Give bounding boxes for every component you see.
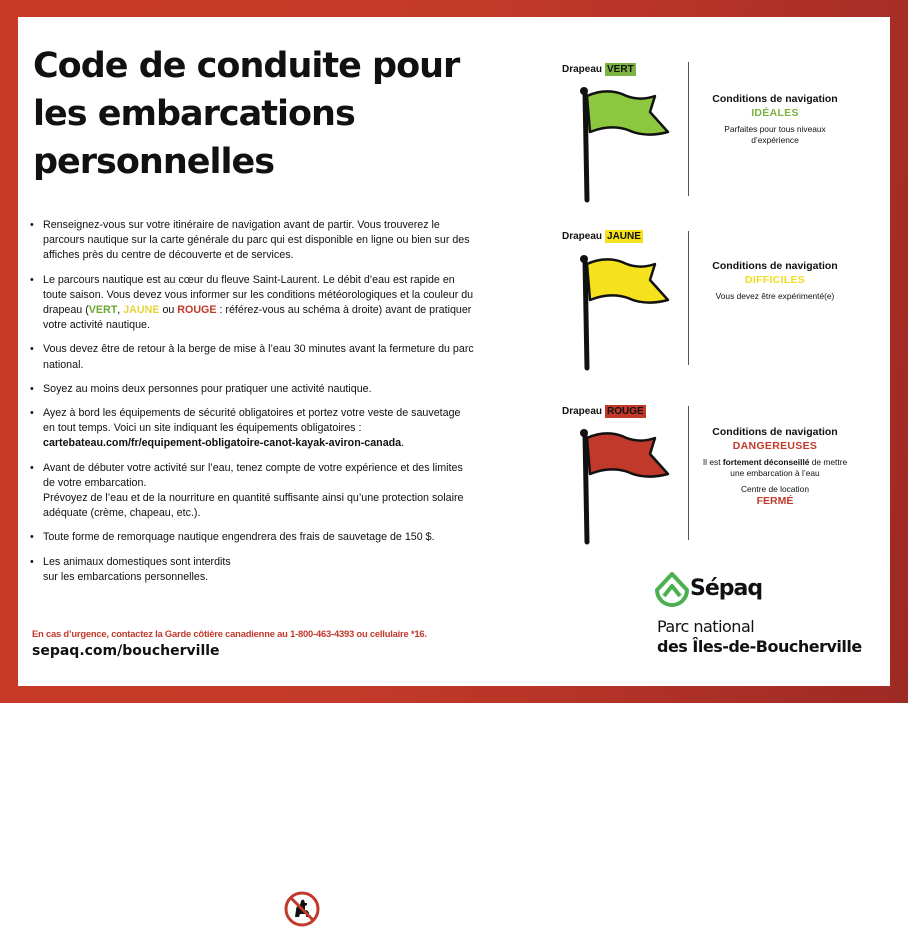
equipment-link[interactable]: cartebateau.com/fr/equipement-obligatoire-canot-kayak-aviron-canada [43,437,402,450]
status-badge: IDÉALES [751,107,799,119]
divider [688,62,689,196]
flag-word-vert: VERT [88,304,118,317]
status-badge: DIFFICILES [744,274,806,286]
brand-name: Sépaq [690,576,763,601]
conditions-jaune: Conditions de navigation DIFFICILES Vous devez être expérimenté(e) [700,260,850,302]
rental-status: FERMÉ [756,495,794,507]
flag-label-jaune: Drapeau JAUNE [562,231,641,242]
flag-label-rouge: Drapeau ROUGE [562,406,644,417]
list-item: • Soyez au moins deux personnes pour pratiquer une activité nautique. [30,382,475,397]
flag-label-vert: Drapeau VERT [562,64,634,75]
website-link[interactable]: sepaq.com/boucherville [32,643,220,659]
conditions-rouge: Conditions de navigation DANGEREUSES Il est fortement déconseillé de mettre une embarcation à l’eau Centre de location FERMÉ [700,426,850,507]
green-flag-icon [560,82,680,207]
divider [688,406,689,540]
flag-word-rouge: ROUGE [177,304,217,317]
list-item: • Toute forme de remorquage nautique engendrera des frais de sauvetage de 150 $. [30,530,475,545]
list-item: • Avant de débuter votre activité sur l’eau, tenez compte de votre expérience et des limites de votre embarcation. Prévoyez de l’eau et de la nourriture en quantité suffisante ainsi qu’une protection solaire adéquate (crème, chapeau, etc.). [30,461,475,522]
park-name-line2: des Îles-de-Boucherville [657,637,862,656]
status-badge: DANGEREUSES [732,440,818,452]
list-item: • Le parcours nautique est au cœur du fleuve Saint-Laurent. Le débit d’eau est rapide en toute saison. Vous devez vous informer sur les conditions météorologiques et la couleur du drapeau (VERT, JAUNE ou ROUGE : référez-vous au schéma à droite) avant de pratiquer votre activité nautique. [30,273,475,334]
park-name-line1: Parc national [657,617,755,636]
sepaq-mountain-icon [655,572,689,608]
no-pets-icon [283,890,321,928]
flag-word-jaune: JAUNE [123,304,160,317]
page-title: Code de conduite pour les embarcations personnelles [33,46,460,182]
conditions-vert: Conditions de navigation IDÉALES Parfaites pour tous niveaux d’expérience [700,93,850,146]
yellow-flag-icon [560,250,680,375]
list-item: • Renseignez-vous sur votre itinéraire de navigation avant de partir. Vous trouverez le parcours nautique sur la carte générale du parc qui est disponible en ligne ou bien sur des affiches près du centre de découverte et de services. [30,218,475,264]
list-item: • Les animaux domestiques sont interdits sur les embarcations personnelles. [30,555,475,585]
red-flag-icon [560,424,680,549]
rules-list [30,218,475,594]
list-item: • Vous devez être de retour à la berge de mise à l’eau 30 minutes avant la fermeture du parc national. [30,342,475,372]
divider [688,231,689,365]
list-item: • Ayez à bord les équipements de sécurité obligatoires et portez votre veste de sauvetage en tout temps. Voici un site indiquant les équipements obligatoires : cartebateau.com/fr/equipement-obligatoire-canot-kayak-aviron-canada. [30,406,475,452]
emergency-notice: En cas d’urgence, contactez la Garde côtière canadienne au 1-800-463-4393 ou cellulaire *16. [32,628,427,639]
